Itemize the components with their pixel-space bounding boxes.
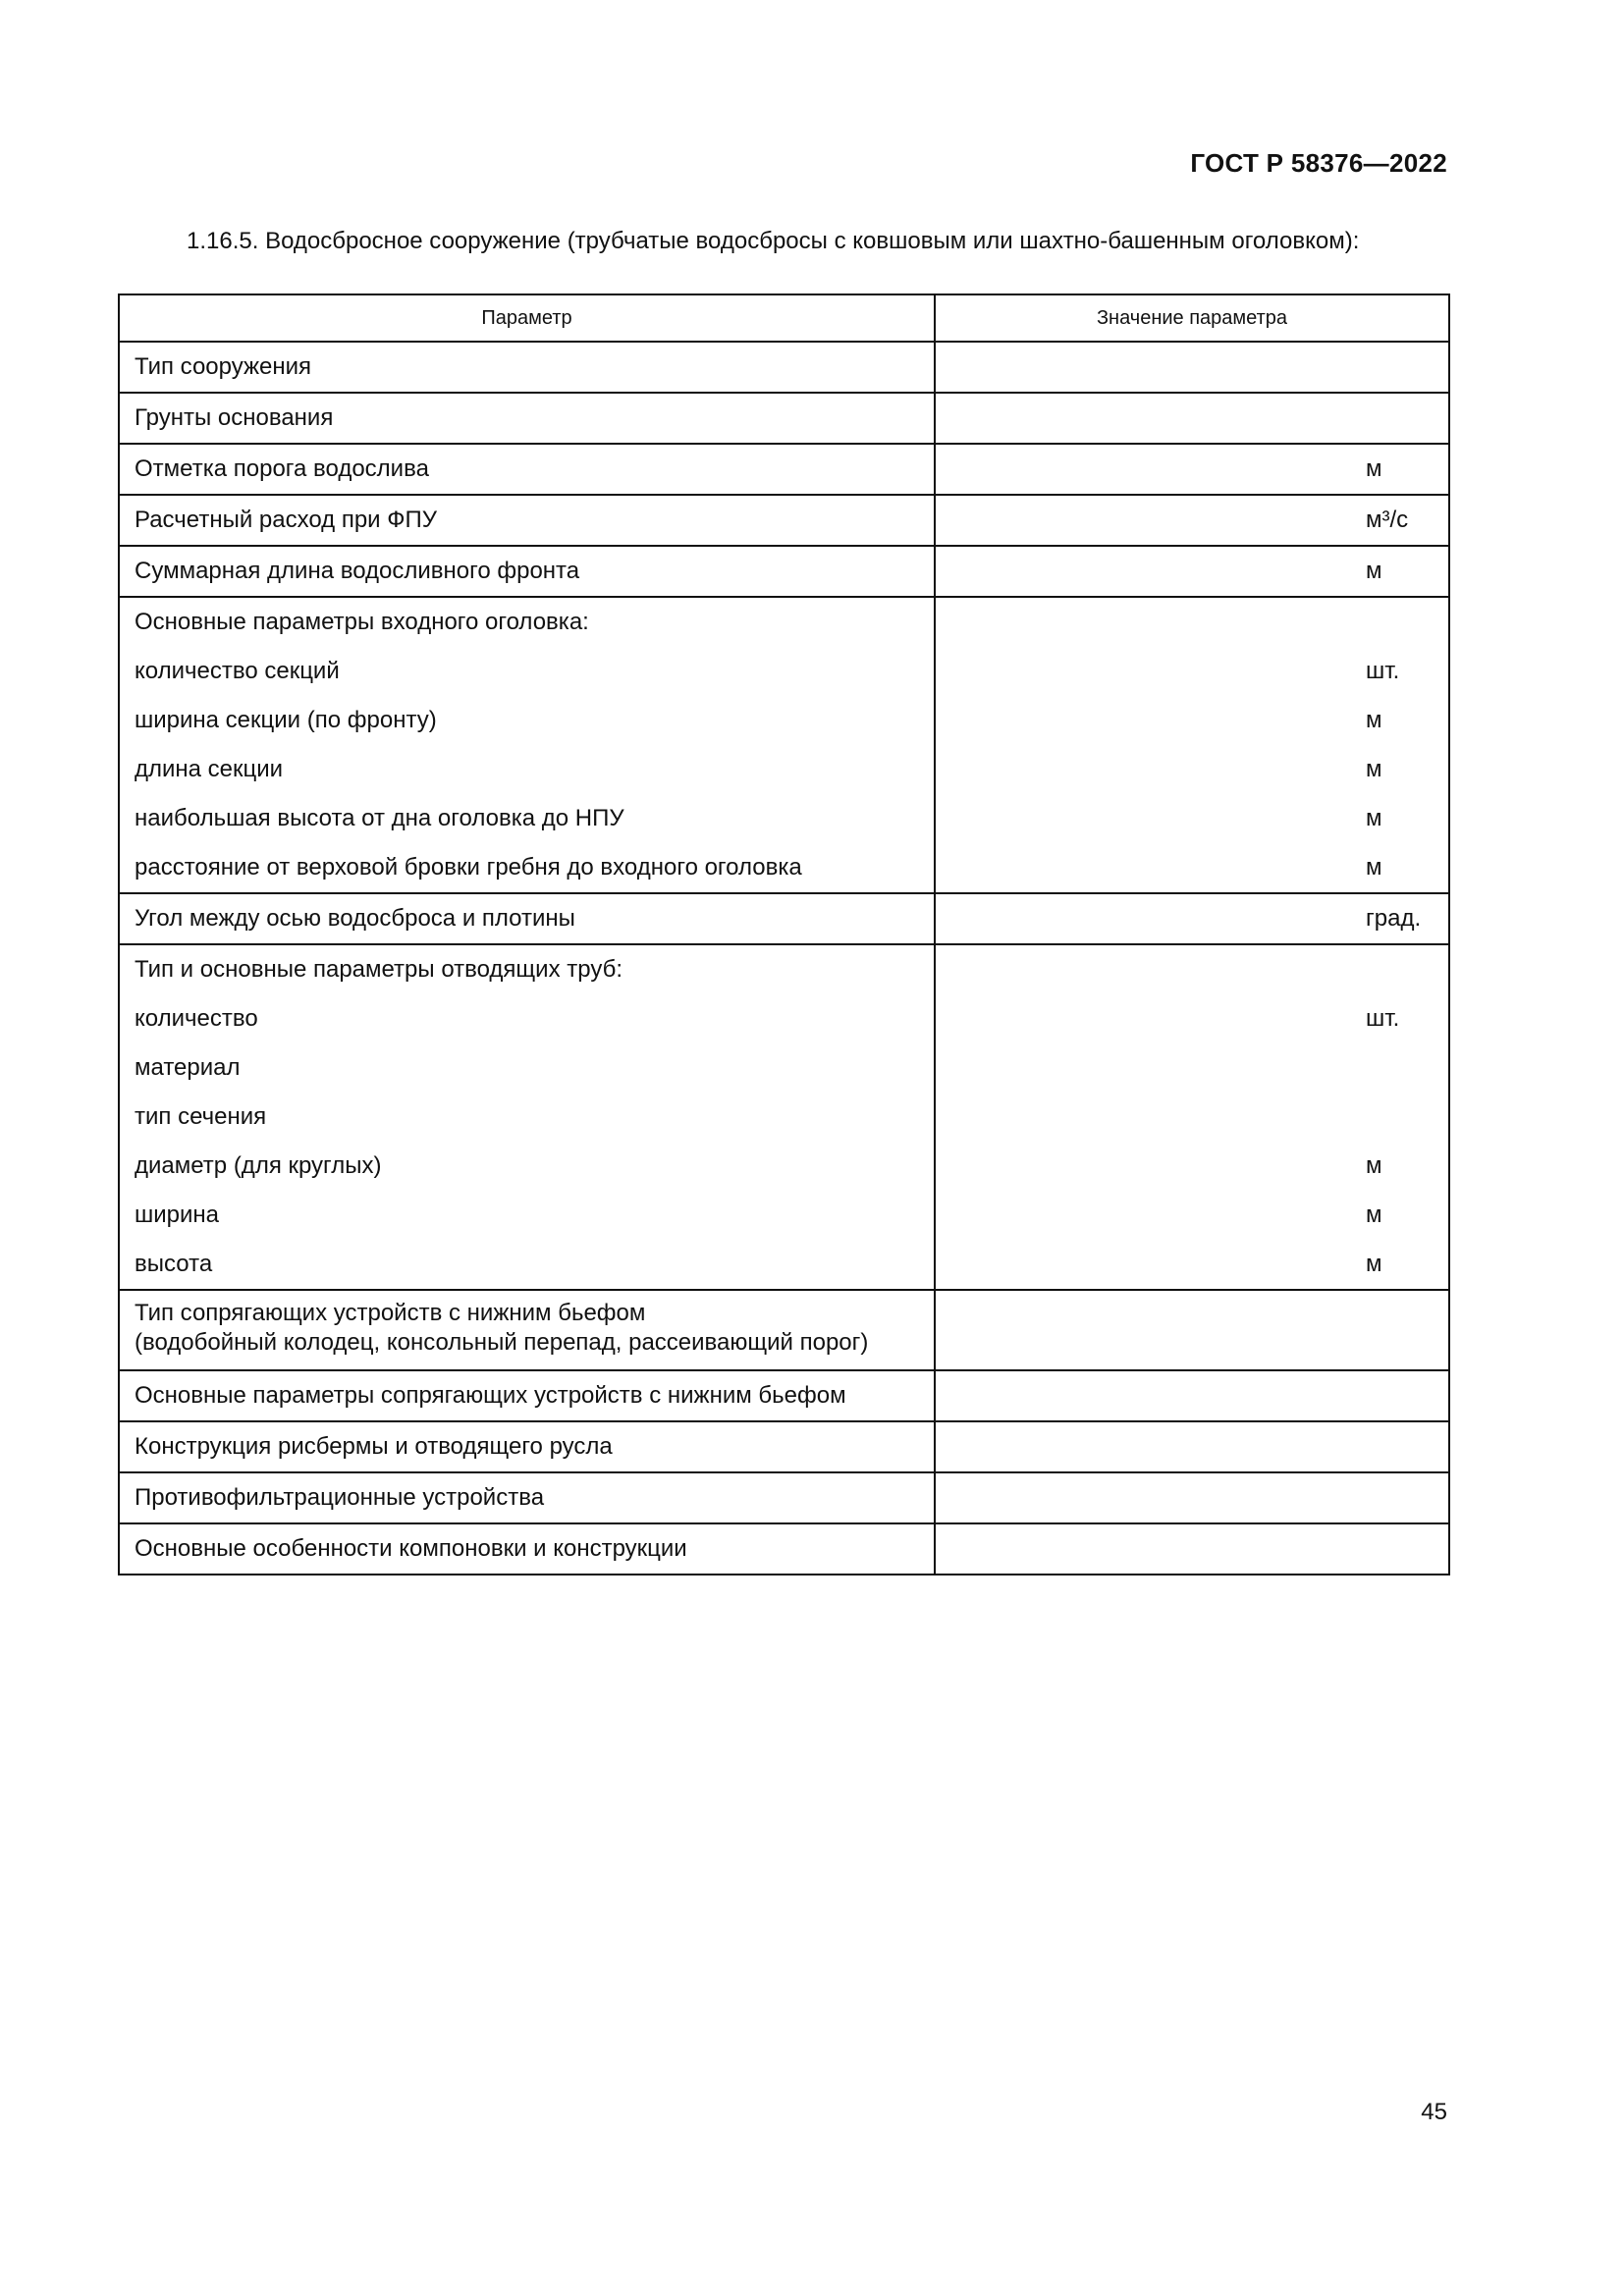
value-cell [935, 944, 1449, 1290]
header-parameter: Параметр [119, 294, 935, 342]
unit-label: м [1366, 1201, 1382, 1228]
table-row [119, 546, 1449, 597]
value-cell [935, 495, 1449, 546]
value-cell [935, 444, 1449, 495]
parameter-label: Расчетный расход при ФПУ [135, 507, 437, 533]
unit-label: м [1366, 455, 1382, 482]
parameter-cell [119, 1523, 935, 1575]
unit-label: м [1366, 707, 1382, 733]
unit-label: м [1366, 1152, 1382, 1179]
value-cell [935, 546, 1449, 597]
parameter-cell [119, 597, 935, 893]
parameter-label: Основные параметры входного оголовка: [135, 609, 589, 635]
parameter-label: Отметка порога водослива [135, 455, 429, 482]
parameter-label: Тип и основные параметры отводящих труб: [135, 956, 623, 983]
table-row [119, 1472, 1449, 1523]
unit-label: шт. [1366, 1005, 1400, 1032]
unit-label: м [1366, 854, 1382, 881]
parameter-label: Тип сопрягающих устройств с нижним бьефом [135, 1300, 646, 1326]
unit-label: шт. [1366, 658, 1400, 684]
value-cell [935, 1472, 1449, 1523]
unit-label: м [1366, 805, 1382, 831]
unit-label: м [1366, 558, 1382, 584]
parameter-label: диаметр (для круглых) [135, 1152, 382, 1179]
parameter-label: Противофильтрационные устройства [135, 1484, 545, 1511]
value-cell [935, 1523, 1449, 1575]
parameter-cell [119, 546, 935, 597]
table-row [119, 1290, 1449, 1370]
value-cell [935, 597, 1449, 893]
parameter-cell [119, 1370, 935, 1421]
parameter-label: тип сечения [135, 1103, 267, 1130]
parameter-label: длина секции [135, 756, 284, 782]
table-row [119, 393, 1449, 444]
parameter-label: высота [135, 1251, 213, 1277]
parameter-label: (водобойный колодец, консольный перепад, рассеивающий порог) [135, 1329, 869, 1356]
value-cell [935, 342, 1449, 393]
table-row [119, 944, 1449, 1290]
parameter-cell [119, 1290, 935, 1370]
parameter-label: ширина секции (по фронту) [135, 707, 437, 733]
parameter-cell [119, 444, 935, 495]
parameter-cell [119, 1472, 935, 1523]
value-cell [935, 393, 1449, 444]
table-row [119, 444, 1449, 495]
parameter-cell [119, 1421, 935, 1472]
table-row [119, 1370, 1449, 1421]
table-row [119, 1523, 1449, 1575]
parameter-label: расстояние от верховой бровки гребня до входного оголовка [135, 854, 802, 881]
header-value: Значение параметра [935, 294, 1449, 342]
parameter-label: Тип сооружения [135, 353, 312, 380]
parameter-label: ширина [135, 1201, 220, 1228]
parameter-label: Угол между осью водосброса и плотины [135, 905, 575, 932]
parameter-label: количество секций [135, 658, 340, 684]
value-cell [935, 1290, 1449, 1370]
parameter-label: количество [135, 1005, 258, 1032]
parameter-label: Основные параметры сопрягающих устройств с нижним бьефом [135, 1382, 846, 1409]
parameter-label: Суммарная длина водосливного фронта [135, 558, 580, 584]
document-header: ГОСТ Р 58376—2022 [1190, 148, 1447, 178]
page-number: 45 [1421, 2099, 1447, 2125]
value-cell [935, 1370, 1449, 1421]
table-body [119, 342, 1449, 1575]
parameter-cell [119, 893, 935, 944]
parameter-label: Основные особенности компоновки и конструкции [135, 1535, 687, 1562]
parameter-cell [119, 944, 935, 1290]
table-row [119, 1421, 1449, 1472]
section-intro: 1.16.5. Водосбросное сооружение (трубчатые водосбросы с ковшовым или шахтно-башенным оголовком): [187, 228, 1360, 254]
table-row [119, 495, 1449, 546]
unit-label: м³/с [1366, 507, 1409, 533]
table-row [119, 597, 1449, 893]
unit-label: м [1366, 756, 1382, 782]
value-cell [935, 893, 1449, 944]
parameter-label: Конструкция рисбермы и отводящего русла [135, 1433, 613, 1460]
value-cell [935, 1421, 1449, 1472]
unit-label: град. [1366, 905, 1422, 932]
parameter-label: материал [135, 1054, 241, 1081]
parameter-cell [119, 393, 935, 444]
table-row [119, 342, 1449, 393]
table-header-row [119, 294, 1449, 342]
parameter-label: наибольшая высота от дна оголовка до НПУ [135, 805, 624, 831]
table-row [119, 893, 1449, 944]
parameter-cell [119, 495, 935, 546]
parameter-label: Грунты основания [135, 404, 334, 431]
parameter-cell [119, 342, 935, 393]
parameters-table [118, 294, 1450, 1575]
unit-label: м [1366, 1251, 1382, 1277]
